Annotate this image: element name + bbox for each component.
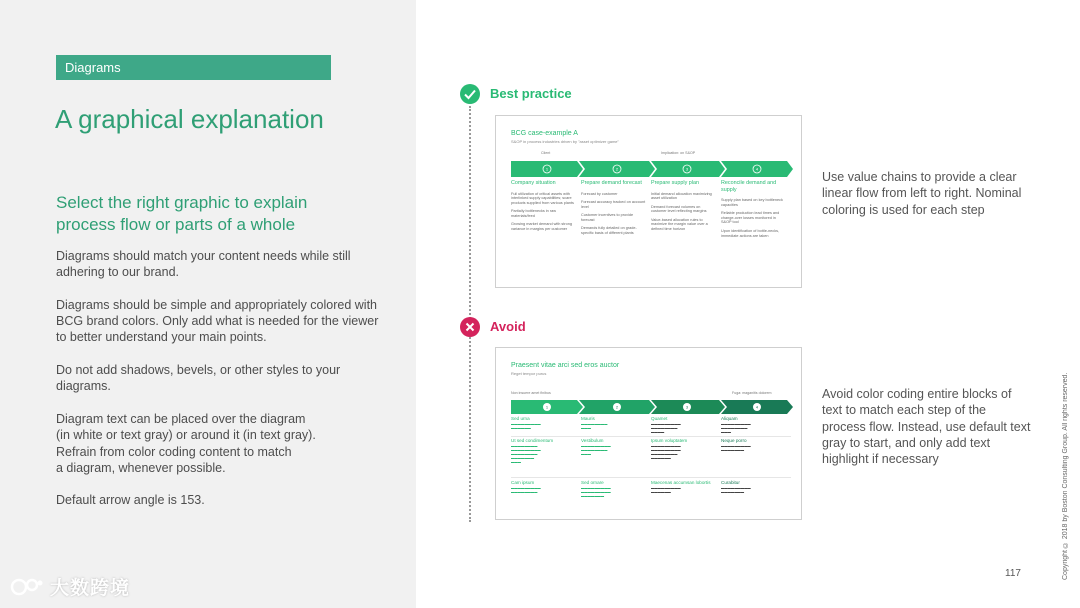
step-number: 3 xyxy=(685,404,689,410)
grid-cell xyxy=(651,416,716,434)
check-icon xyxy=(460,84,480,104)
column-text: Partially bottlenecks in raw materials/feed xyxy=(511,209,556,218)
step-number: 4 xyxy=(755,404,759,410)
column-text: Forecast accuracy tracked on account level xyxy=(581,200,646,209)
column-3 xyxy=(651,180,716,236)
column-text: Demand forecast volumes on customer level reflecting margins xyxy=(651,204,707,214)
diagram-title: BCG case-example A xyxy=(511,130,578,137)
avoid-label: Avoid xyxy=(490,319,526,334)
column-text: Reliable production lead times and change-over losses monitored in S&OP tool xyxy=(721,211,780,225)
column-text: Customer incentives to provide forecast xyxy=(581,213,634,222)
diagram-subtitle: Reget tempor purus xyxy=(511,371,547,376)
section-tag: Diagrams xyxy=(56,55,331,80)
watermark xyxy=(10,573,130,600)
column-text: Initial demand allocation maximizing asset utilization xyxy=(651,191,712,201)
cell-heading: Ipsum voluptatem xyxy=(651,438,688,443)
step-number: 2 xyxy=(615,404,619,410)
column-2 xyxy=(581,180,646,240)
paragraph: Diagram text can be placed over the diagram (in white or text gray) or around it (in text gray). Refrain from color coding content to match a diagram, whenever possible. xyxy=(56,411,316,475)
column-text: Growing market demand with strong variance in margins per customer xyxy=(511,222,572,232)
value-chain xyxy=(511,161,793,177)
cell-heading: Maecenas accumsan lobortis xyxy=(651,480,711,485)
column-heading: Prepare demand forecast xyxy=(581,180,642,186)
cell-heading: Cam ipsum xyxy=(511,480,535,485)
column-text: Demands fully detailed on grade-specific basis of different plants xyxy=(581,226,637,236)
row-divider xyxy=(511,436,791,437)
column-heading: Prepare supply plan xyxy=(651,180,699,186)
close-icon xyxy=(460,317,480,337)
column-text: Upon identification of bottle-necks, immediate actions are taken xyxy=(721,228,780,238)
column-text: Forecast by customer xyxy=(581,191,618,196)
paragraph: Default arrow angle is 153. xyxy=(56,493,205,508)
diagram-title: Praesent vitae arci sed eros auctor xyxy=(511,362,620,369)
grid-cell xyxy=(511,416,576,430)
watermark-logo-icon xyxy=(10,577,44,597)
page-subtitle: Select the right graphic to explain process flow or parts of a whole xyxy=(56,193,308,234)
page-number: 117 xyxy=(1005,568,1021,579)
step-number: 3 xyxy=(685,166,689,172)
column-text: Full utilization of critical assets with interlinked supply capabilities; scare products supplied from various plants xyxy=(511,191,574,205)
page-title: A graphical explanation xyxy=(55,104,324,134)
cell-lines: ▬▬▬▬▬▬▬▬▬ ▬▬▬▬▬▬▬▬▬ ▬▬▬▬▬▬▬ xyxy=(581,486,611,498)
cell-heading: Curabitur xyxy=(721,480,740,485)
cell-heading: Mauris xyxy=(581,416,595,421)
best-practice-diagram xyxy=(495,115,802,288)
avoid-diagram xyxy=(495,347,802,520)
cell-lines: ▬▬▬▬▬▬▬▬▬ ▬▬▬▬▬▬▬▬ ▬▬▬ xyxy=(721,422,751,434)
timeline-dotted-line xyxy=(469,106,471,522)
value-chain xyxy=(511,400,793,414)
grid-cell xyxy=(721,480,786,494)
paragraph: Diagrams should match your content needs while still adhering to our brand. xyxy=(56,249,351,280)
diagram-columns xyxy=(511,180,791,288)
grid-cell xyxy=(581,438,646,456)
legend-right: Fuga: maganitis dolorem xyxy=(732,391,772,395)
diagram-grid xyxy=(511,416,791,520)
column-heading: Reconcile demand and supply xyxy=(721,180,777,193)
cell-lines: ▬▬▬▬▬▬▬▬▬ ▬▬▬▬▬▬▬▬ ▬▬▬ xyxy=(581,444,611,456)
legend-client: Client xyxy=(541,151,551,155)
cell-heading: Sed urna xyxy=(511,416,530,421)
cell-lines: ▬▬▬▬▬▬▬▬ ▬▬▬▬▬▬▬▬▬ ▬▬▬▬▬▬▬▬ ▬▬▬▬▬▬▬ ▬▬▬ xyxy=(511,444,541,464)
watermark-text: 大数跨境 xyxy=(50,578,131,599)
step-number: 2 xyxy=(615,166,619,172)
cell-lines: ▬▬▬▬▬▬▬▬▬ ▬▬▬▬▬▬▬ xyxy=(721,444,751,452)
cell-lines: ▬▬▬▬▬▬▬▬▬ ▬▬▬▬▬▬ xyxy=(511,422,541,430)
legend-left: Non insuere amet finibus xyxy=(511,391,551,395)
grid-cell xyxy=(581,480,646,498)
left-panel xyxy=(0,0,416,608)
best-practice-label: Best practice xyxy=(490,86,572,101)
avoid-description: Avoid color coding entire blocks of text to match each step of the process flow. Instead, use default text gray to start, and only add text highlight if necessary xyxy=(822,387,1031,467)
column-1 xyxy=(511,180,576,236)
cell-lines: ▬▬▬▬▬▬▬▬▬ ▬▬▬▬▬▬▬ xyxy=(721,486,751,494)
cell-heading: Aliquam xyxy=(721,416,738,421)
column-text: Supply plan based on key bottleneck capacities xyxy=(721,198,783,207)
cell-lines: ▬▬▬▬▬▬▬▬▬ ▬▬▬▬▬▬▬▬ xyxy=(511,486,541,494)
cell-heading: Neque porro xyxy=(721,438,747,443)
step-number: 1 xyxy=(545,166,549,172)
grid-cell xyxy=(721,438,786,452)
grid-cell xyxy=(511,438,576,464)
step-number: 4 xyxy=(755,166,759,172)
cell-lines: ▬▬▬▬▬▬▬▬ ▬▬▬ xyxy=(581,422,608,430)
legend-implication: Implication: on S&OP xyxy=(661,151,696,155)
grid-cell xyxy=(511,480,576,494)
grid-cell xyxy=(651,438,716,460)
body-text xyxy=(56,248,386,525)
step-number: 1 xyxy=(545,404,549,410)
cell-heading: Vestibulum xyxy=(581,438,604,443)
grid-cell xyxy=(721,416,786,434)
cell-lines: ▬▬▬▬▬▬▬▬▬ ▬▬▬▬▬▬▬▬ ▬▬▬▬ xyxy=(651,422,681,434)
column-heading: Company situation xyxy=(511,180,556,186)
row-divider xyxy=(511,477,791,478)
best-practice-description: Use value chains to provide a clear linear flow from left to right. Nominal coloring is used for each step xyxy=(822,170,1022,217)
column-text: Value-based allocation rules to maximize the margin value over a defined time horizon xyxy=(651,217,708,232)
cell-heading: Quamet xyxy=(651,416,668,421)
cell-heading: Sed ornare xyxy=(581,480,604,485)
cell-heading: Ut sed condimentum xyxy=(511,438,554,443)
diagram-subtitle: S&OP in process industries driven by "asset optimizer game" xyxy=(511,139,619,144)
grid-cell xyxy=(581,416,646,430)
copyright: Copyright © 2018 by Boston Consulting Group. All rights reserved. xyxy=(1062,372,1069,580)
column-4 xyxy=(721,180,786,242)
paragraph: Do not add shadows, bevels, or other styles to your diagrams. xyxy=(56,363,341,394)
cell-lines: ▬▬▬▬▬▬▬▬▬ ▬▬▬▬▬▬▬▬▬ ▬▬▬▬▬▬▬▬ ▬▬▬▬▬▬ xyxy=(651,444,681,460)
cell-lines: ▬▬▬▬▬▬▬▬▬ ▬▬▬▬▬▬ xyxy=(651,486,681,494)
grid-cell xyxy=(651,480,716,494)
paragraph: Diagrams should be simple and appropriately colored with BCG brand colors. Only add what is needed for the viewer to better understand your main points. xyxy=(56,297,379,345)
